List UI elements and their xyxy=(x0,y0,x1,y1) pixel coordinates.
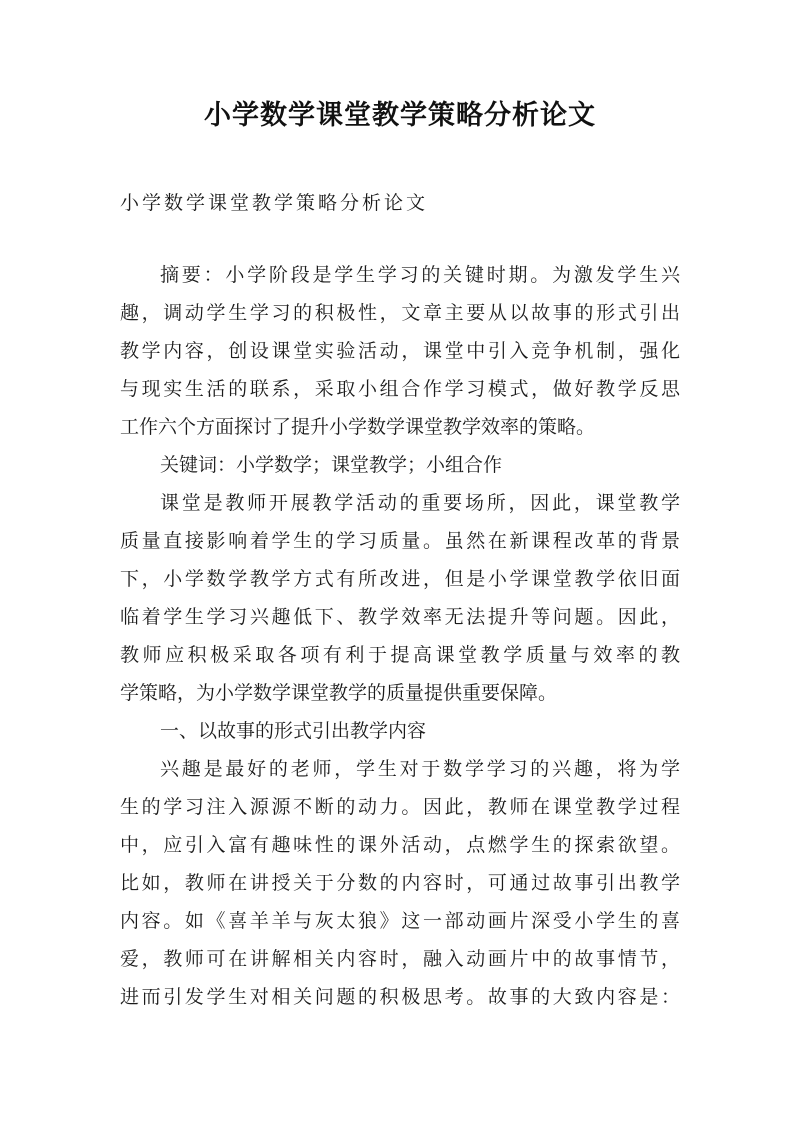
abstract-line-1: 摘要：小学阶段是学生学习的关键时期。为激发学生兴 xyxy=(160,264,680,286)
abstract-line-2: 趣，调动学生学习的积极性，文章主要从以故事的形式引出 xyxy=(120,302,680,324)
abstract-line-5: 工作六个方面探讨了提升小学数学课堂教学效率的策略。 xyxy=(120,416,596,438)
section-line-3: 中，应引入富有趣味性的课外活动，点燃学生的探索欲望。 xyxy=(120,834,680,856)
section-line-1: 兴趣是最好的老师，学生对于数学学习的兴趣，将为学 xyxy=(160,758,680,780)
abstract-line-4: 与现实生活的联系，采取小组合作学习模式，做好教学反思 xyxy=(120,378,680,400)
section-heading-1: 一、以故事的形式引出教学内容 xyxy=(160,720,427,742)
abstract-line-3: 教学内容，创设课堂实验活动，课堂中引入竞争机制，强化 xyxy=(120,340,680,362)
section-line-4: 比如，教师在讲授关于分数的内容时，可通过故事引出教学 xyxy=(120,872,680,894)
body-line-1: 课堂是教师开展教学活动的重要场所，因此，课堂教学 xyxy=(160,492,680,514)
body-line-6: 学策略，为小学数学课堂教学的质量提供重要保障。 xyxy=(120,682,558,704)
body-line-3: 下，小学数学教学方式有所改进，但是小学课堂教学依旧面 xyxy=(120,568,680,590)
keywords-line: 关键词：小学数学；课堂教学；小组合作 xyxy=(160,454,503,476)
body-line-2: 质量直接影响着学生的学习质量。虽然在新课程改革的背景 xyxy=(120,530,680,552)
body-line-4: 临着学生学习兴趣低下、教学效率无法提升等问题。因此， xyxy=(120,606,680,628)
section-line-6: 爱，教师可在讲解相关内容时，融入动画片中的故事情节， xyxy=(120,948,680,970)
document-subtitle: 小学数学课堂教学策略分析论文 xyxy=(120,192,429,214)
section-line-5: 内容。如《喜羊羊与灰太狼》这一部动画片深受小学生的喜 xyxy=(120,910,680,932)
section-line-2: 生的学习注入源源不断的动力。因此，教师在课堂教学过程 xyxy=(120,796,680,818)
document-title: 小学数学课堂教学策略分析论文 xyxy=(204,100,596,131)
body-line-5: 教师应积极采取各项有利于提高课堂教学质量与效率的教 xyxy=(120,644,680,666)
section-line-7: 进而引发学生对相关问题的积极思考。故事的大致内容是： xyxy=(120,986,680,1008)
